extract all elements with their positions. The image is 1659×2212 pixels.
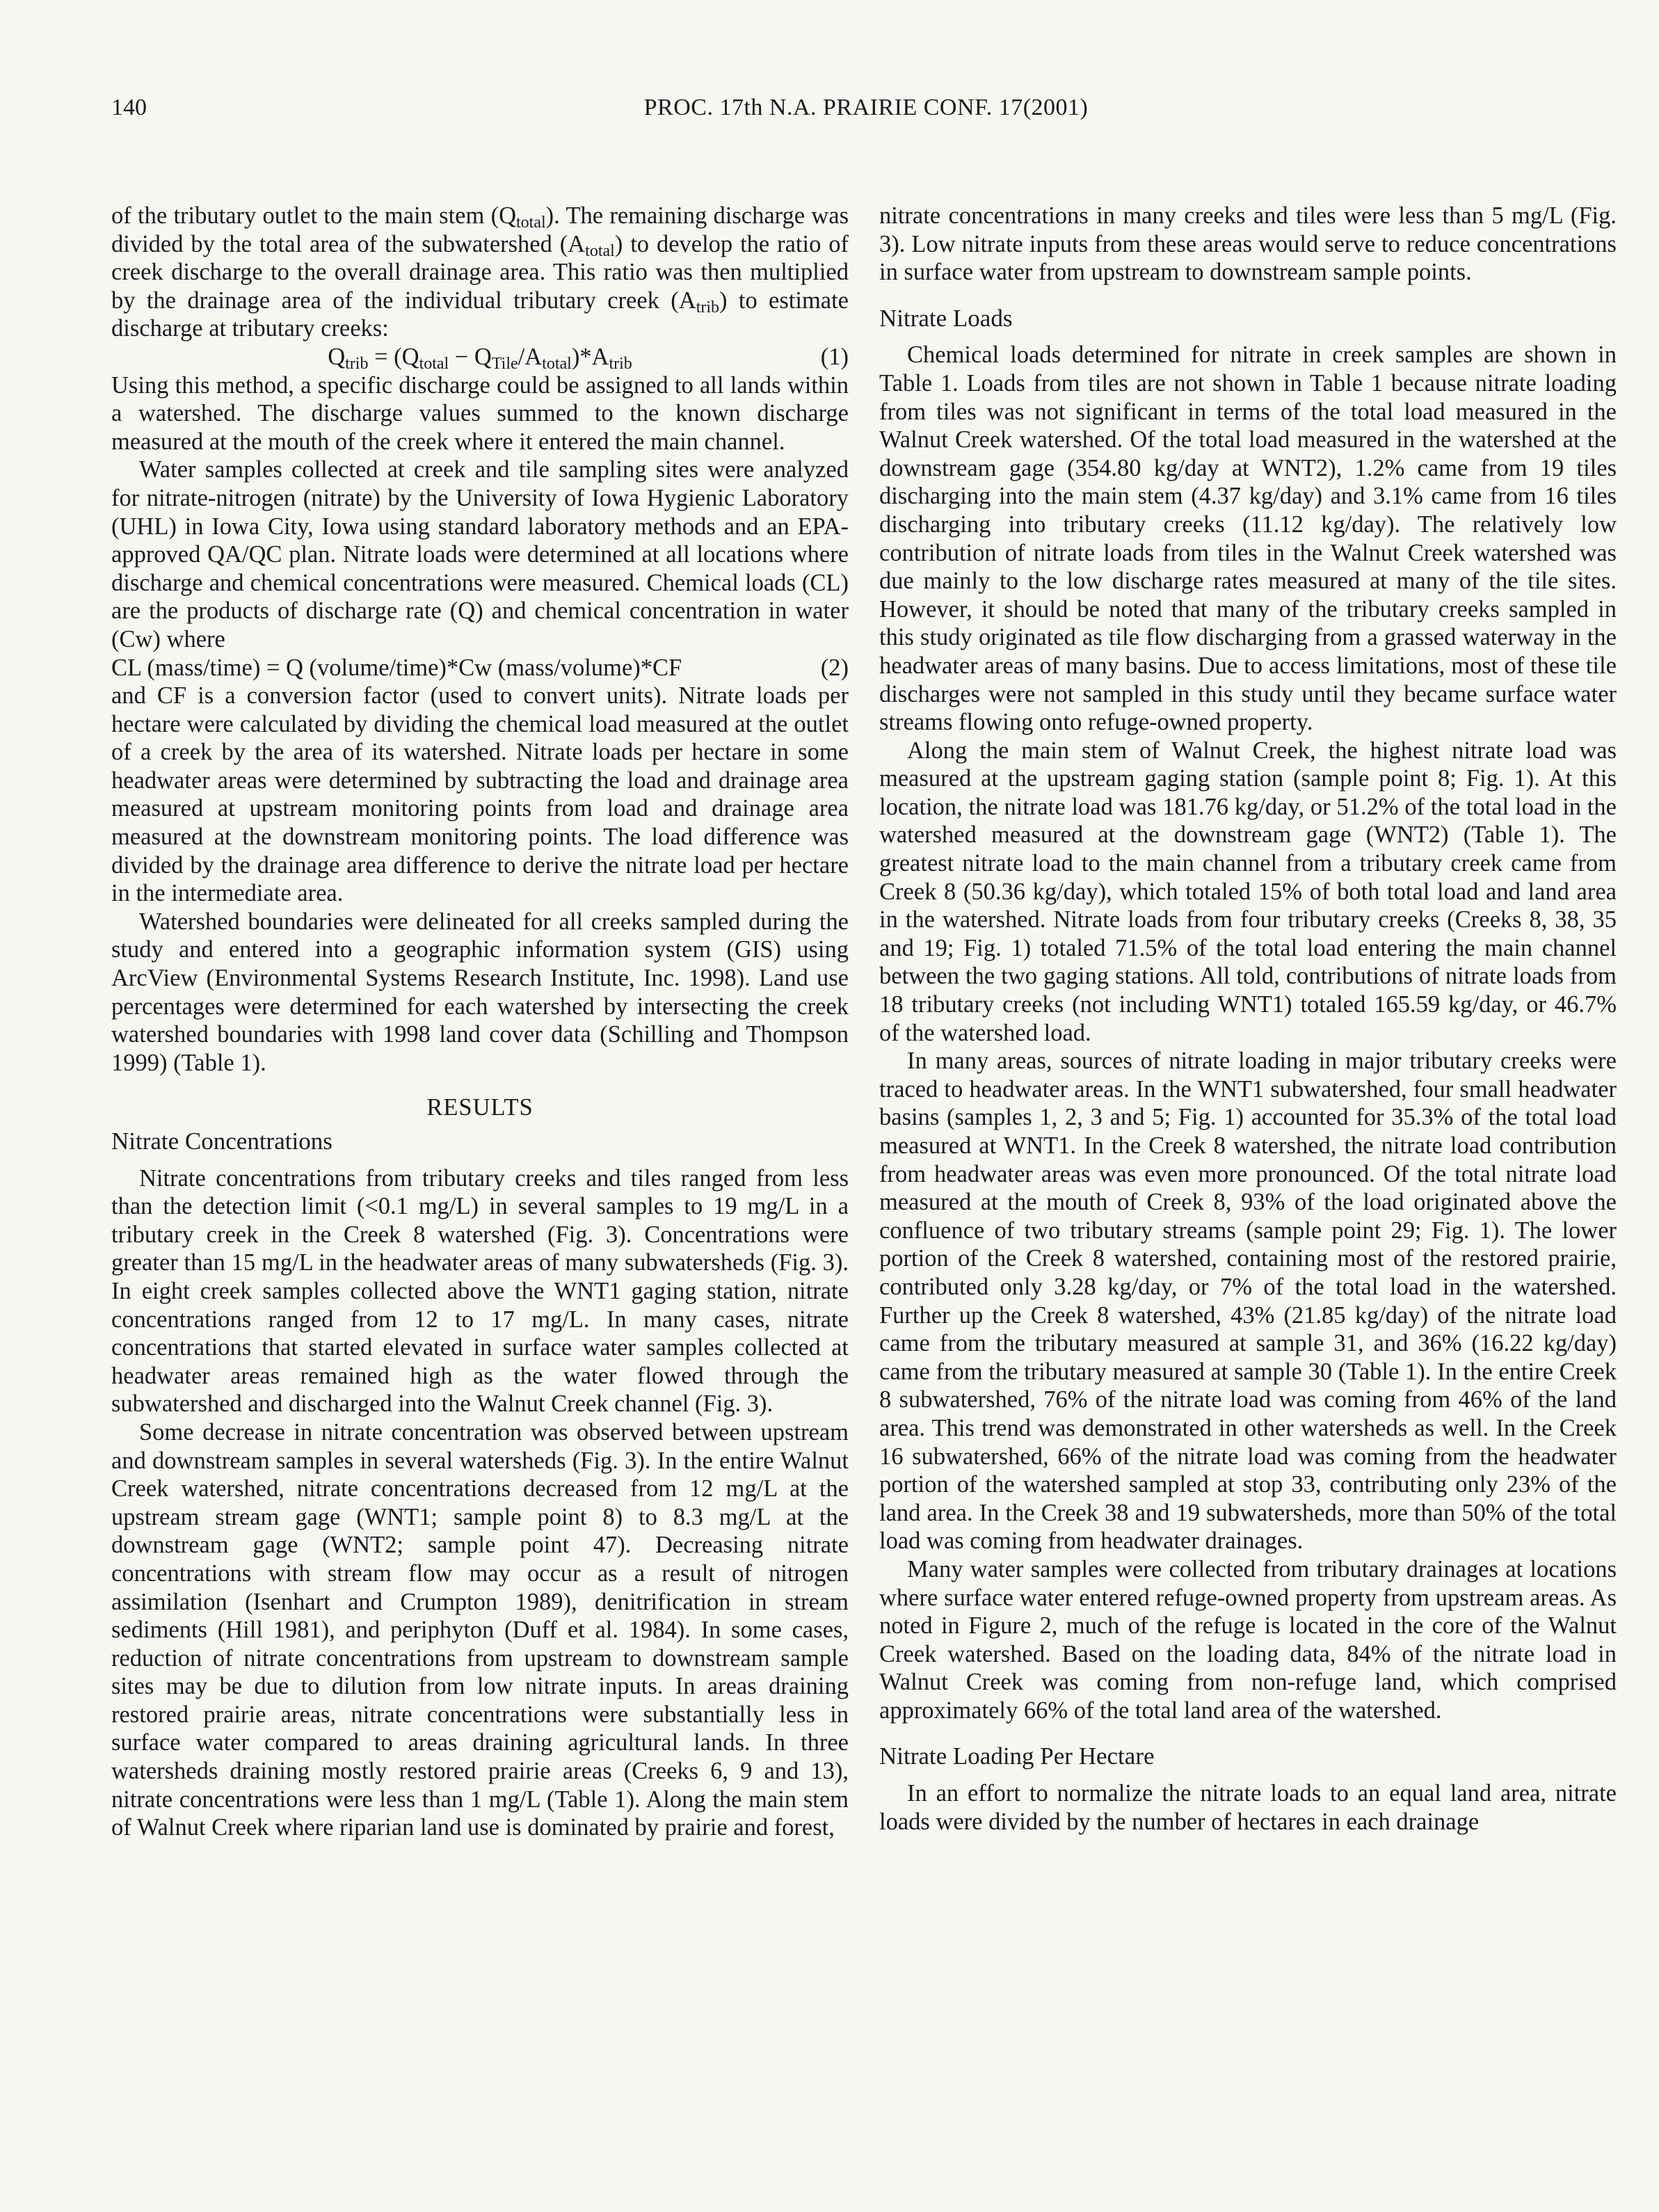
paragraph: In an effort to normalize the nitrate loads to an equal land area, nitrate loads were divided by the number of hectares in each drainage xyxy=(879,1780,1617,1835)
paragraph: Chemical loads determined for nitrate in creek samples are shown in Table 1. Loads from tiles are not shown in Table 1 because nitrate loading from tiles was not significant in terms of the total load measured in the Walnut Creek watershed. Of the total load measured in the watershed at the downstream gage (354.80 kg/day at WNT2), 1.2% came from 19 tiles discharging into the main stem (4.37 kg/day) and 3.1% came from 16 tiles discharging into tributary creeks (11.12 kg/day). The relatively low contribution of nitrate loads from tiles in the Walnut Creek watershed was due mainly to the low discharge rates measured at many of the tile sites. However, it should be noted that many of the tributary creeks sampled in this study originated as tile flow discharging from a grassed waterway in the headwater areas of many basins. Due to access limitations, most of these tile discharges were not sampled in this study until they became surface water streams flowing onto refuge-owned property. xyxy=(879,342,1617,736)
section-heading-nitrate-loading-per-hectare: Nitrate Loading Per Hectare xyxy=(879,1742,1155,1770)
results-heading: RESULTS xyxy=(426,1094,534,1121)
equation-1: $Q_{trib} = (Q_{total} - Q_{Tile}/A_{total})*A_{trib}$ (1) xyxy=(328,343,849,373)
paragraph: Many water samples were collected from tributary drainages at locations where surface water entered refuge-owned property from upstream areas. As noted in Figure 2, much of the refuge is located in the core of the Walnut Creek watershed. Based on the loading data, 84% of the nitrate load in Walnut Creek was coming from non-refuge land, which comprised approximately 66% of the total land area of the watershed. xyxy=(879,1555,1617,1724)
left-column xyxy=(111,202,849,1842)
paragraph: Along the main stem of Walnut Creek, the highest nitrate load was measured at the upstream gaging station (sample point 8; Fig. 1). At this location, the nitrate load was 181.76 kg/day, or 51.2% of the total load in the watershed measured at the downstream gage (WNT2) (Table 1). The greatest nitrate load to the main channel from a tributary creek came from Creek 8 (50.36 kg/day), which totaled 15% of both total load and land area in the watershed. Nitrate loads from four tributary creeks (Creeks 8, 38, 35 and 19; Fig. 1) totaled 71.5% of the total load entering the main channel between the two gaging stations. All told, contributions of nitrate loads from 18 tributary creeks (not including WNT1) totaled 165.59 kg/day, or 46.7% of the watershed load. xyxy=(879,737,1617,1046)
paragraph: Watershed boundaries were delineated for all creeks sampled during the study and entered into a geographic information system (GIS) using ArcView (Environmental Systems Research Institute, Inc. 1998). Land use percentages were determined for each watershed by intersecting the creek watershed boundaries with 1998 land cover data (Schilling and Thompson 1999) (Table 1). xyxy=(111,908,849,1076)
running-head: PROC. 17th N.A. PRAIRIE CONF. 17(2001) xyxy=(643,95,1089,120)
paragraph: nitrate concentrations in many creeks and tiles were less than 5 mg/L (Fig. 3). Low nitrate inputs from these areas would serve to reduce concentrations in surface water from upstream to downstream sample points. xyxy=(879,202,1617,286)
equation-2: CL (mass/time) = Q (volume/time)*Cw (mass/volume)*CF (2) xyxy=(111,654,849,681)
paragraph: Nitrate concentrations from tributary creeks and tiles ranged from less than the detection limit (<0.1 mg/L) in several samples to 19 mg/L in a tributary creek in the Creek 8 watershed (Fig. 3). Concentrations were greater than 15 mg/L in the headwater areas of many subwatersheds (Fig. 3). In eight creek samples collected above the WNT1 gaging station, nitrate concentrations ranged from 12 to 17 mg/L. In many cases, nitrate concentrations that started elevated in surface water samples collected at headwater areas remained high as the water flowed through the subwatershed and discharged into the Walnut Creek channel (Fig. 3). xyxy=(111,1164,849,1418)
right-column xyxy=(879,202,1617,1836)
section-heading-nitrate-concentrations: Nitrate Concentrations xyxy=(111,1128,332,1155)
paragraph: of the tributary outlet to the main stem $(Q_{total})$. The remaining discharge was divided by the total area of the subwatershed $(A_{total})$ to develop the ratio of creek discharge to the overall drainage area. This ratio was then multiplied by the drainage area of the individual tributary creek $(A_{trib})$ to estimate discharge at tributary creeks: xyxy=(111,202,849,342)
paragraph: Some decrease in nitrate concentration was observed between upstream and downstream samples in several watersheds (Fig. 3). In the entire Walnut Creek watershed, nitrate concentrations decreased from 12 mg/L at the upstream stream gage (WNT1; sample point 8) to 8.3 mg/L at the downstream gage (WNT2; sample point 47). Decreasing nitrate concentrations with stream flow may occur as a result of nitrogen assimilation (Isenhart and Crumpton 1989), denitrification in stream sediments (Hill 1981), and periphyton (Duff et al. 1984). In some cases, reduction of nitrate concentrations from upstream to downstream sample sites may be due to dilution from low nitrate inputs. In areas draining restored prairie areas, nitrate concentrations were substantially less in surface water compared to areas draining agricultural lands. In three watersheds draining mostly restored prairie areas (Creeks 6, 9 and 13), nitrate concentrations were less than 1 mg/L (Table 1). Along the main stem of Walnut Creek where riparian land use is dominated by prairie and forest, xyxy=(111,1418,849,1841)
page-header xyxy=(111,95,1621,129)
section-heading-nitrate-loads: Nitrate Loads xyxy=(879,304,1013,332)
paragraph: Using this method, a specific discharge could be assigned to all lands within a watershed. The discharge values summed to the known discharge measured at the mouth of the creek where it entered the main channel. xyxy=(111,371,849,455)
equation-number: (1) xyxy=(820,343,849,370)
paragraph: Water samples collected at creek and tile sampling sites were analyzed for nitrate-nitrogen (nitrate) by the University of Iowa Hygienic Laboratory (UHL) in Iowa City, Iowa using standard laboratory methods and an EPA-approved QA/QC plan. Nitrate loads were determined at all locations where discharge and chemical concentrations were measured. Chemical loads (CL) are the products of discharge rate (Q) and chemical concentration in water (Cw) where xyxy=(111,456,849,652)
paragraph: In many areas, sources of nitrate loading in major tributary creeks were traced to headwater areas. In the WNT1 subwatershed, four small headwater basins (samples 1, 2, 3 and 5; Fig. 1) accounted for 35.3% of the total load measured at WNT1. In the Creek 8 watershed, the nitrate load contribution from headwater areas was even more pronounced. Of the total nitrate load measured at the mouth of Creek 8, 93% of the load originated above the confluence of two tributary streams (sample point 29; Fig. 1). The lower portion of the Creek 8 watershed, containing most of the restored prairie, contributed only 3.28 kg/day, or 7% of the total load in the watershed. Further up the Creek 8 watershed, 43% (21.85 kg/day) of the nitrate load came from the tributary measured at sample 31, and 36% (16.22 kg/day) came from the tributary measured at sample 30 (Table 1). In the entire Creek 8 subwatershed, 76% of the nitrate load was coming from 46% of the land area. This trend was demonstrated in other watersheds as well. In the Creek 16 subwatershed, 66% of the nitrate load was coming from the headwater portion of the watershed sampled at stop 33, contributing only 23% of the land area. In the Creek 38 and 19 subwatersheds, more than 50% of the total load was coming from headwater drainages. xyxy=(879,1048,1617,1555)
page-number: 140 xyxy=(111,95,147,120)
equation-number: (2) xyxy=(820,654,849,681)
paragraph: and CF is a conversion factor (used to convert units). Nitrate loads per hectare were calculated by dividing the chemical load measured at the outlet of a creek by the area of its watershed. Nitrate loads per hectare in some headwater areas were determined by subtracting the load and drainage area measured at upstream monitoring points from load and drainage area measured at the downstream monitoring points. The load difference was divided by the drainage area difference to derive the nitrate load per hectare in the intermediate area. xyxy=(111,682,849,907)
